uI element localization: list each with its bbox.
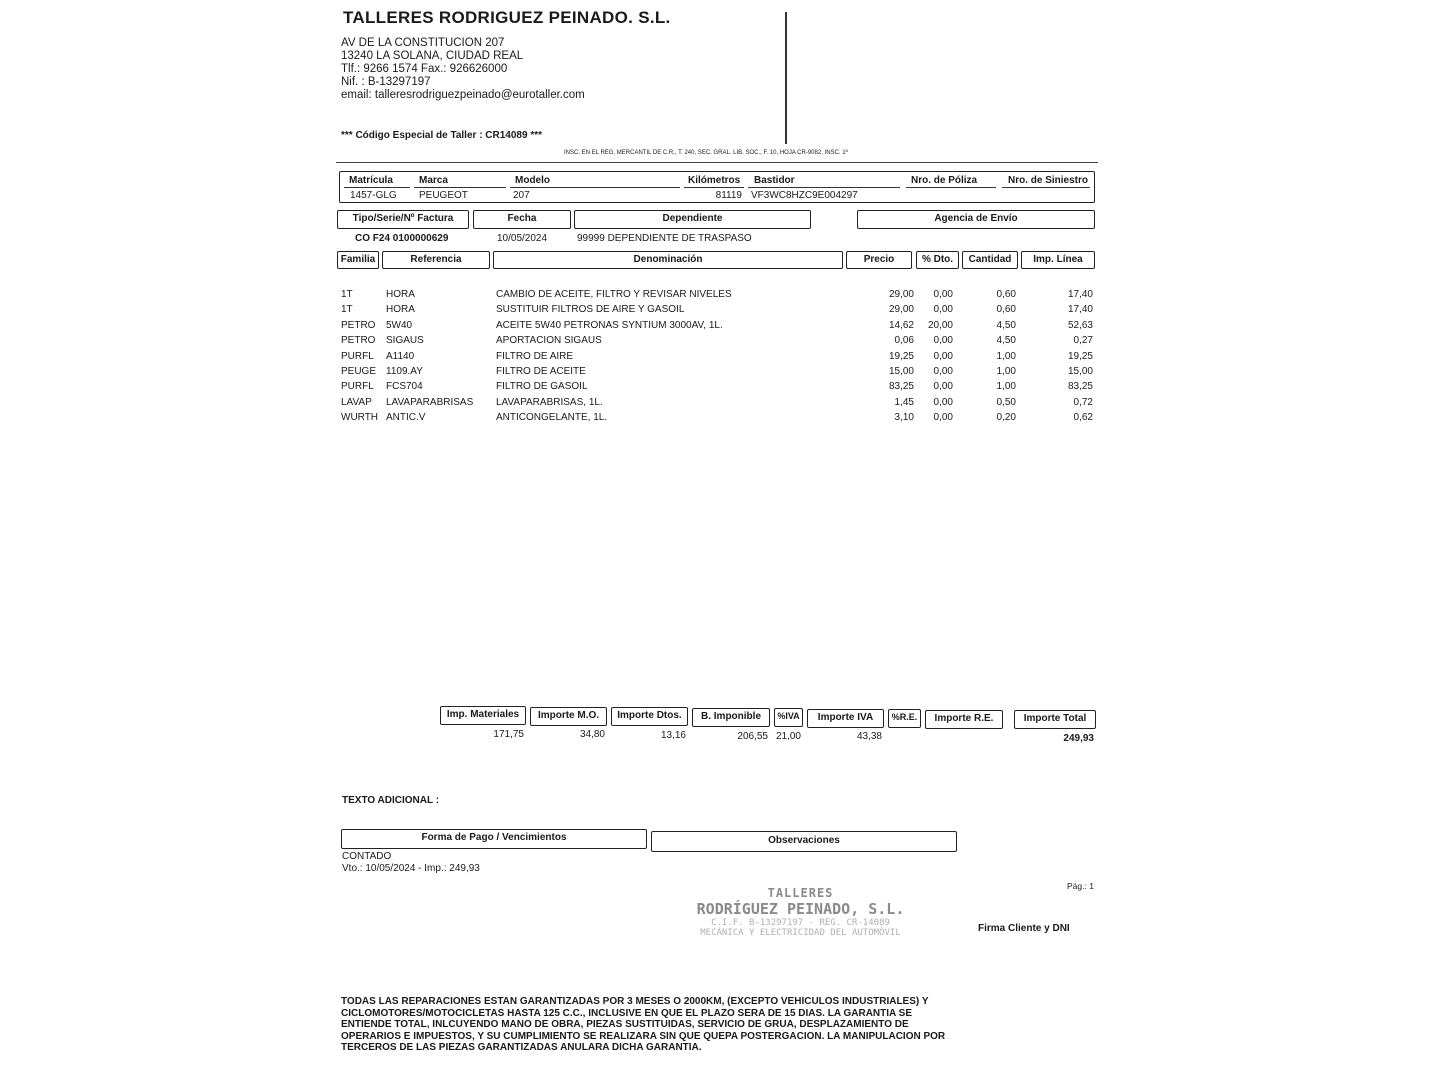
tipo-factura-header: Tipo/Serie/Nº Factura	[337, 210, 469, 229]
company-address-line2: 13240 LA SOLANA, CIUDAD REAL	[341, 50, 524, 62]
line-dto: 0,00	[933, 304, 953, 316]
iva-pct-header: %IVA	[774, 708, 803, 727]
line-importe: 0,72	[1073, 396, 1093, 408]
stamp-line1: TALLERES	[767, 886, 834, 900]
line-cantidad: 1,00	[996, 350, 1016, 362]
line-importe: 17,40	[1067, 289, 1093, 300]
re-pct-header: %R.E.	[888, 709, 921, 728]
line-referencia: ANTIC.V	[386, 412, 426, 424]
matricula-label: Matrícula	[349, 175, 393, 186]
invoice-number: CO F24 0100000629	[355, 233, 449, 244]
bastidor-underline	[748, 187, 900, 188]
line-precio: 3,10	[894, 412, 914, 424]
line-familia: PURFL	[341, 350, 374, 362]
importe-dtos-header: Importe Dtos.	[611, 707, 688, 726]
kilometros-label: Kilómetros	[688, 175, 741, 186]
company-nif: Nif. : B-13297197	[341, 76, 431, 88]
registro-mercantil: INSC. EN EL REG. MERCANTIL DE C.R., T. 240, SEC. GRAL. LIB. SOC., F. 10, HOJA CR-9082, INSC. 1ª	[564, 150, 848, 156]
importe-total-value: 249,93	[1063, 733, 1094, 744]
marca-value: PEUGEOT	[419, 190, 468, 201]
line-denominacion: ANTICONGELANTE, 1L.	[496, 412, 608, 424]
line-denominacion: FILTRO DE ACEITE	[496, 366, 586, 377]
forma-pago-header: Forma de Pago / Vencimientos	[341, 829, 647, 849]
stamp-line3: C.I.F. B-13297197 - REG. CR-14089	[711, 918, 890, 928]
line-precio: 15,00	[888, 366, 914, 377]
fecha-header: Fecha	[473, 210, 571, 229]
line-importe: 83,25	[1067, 381, 1093, 393]
importe-re-header: Importe R.E.	[925, 710, 1003, 729]
company-email: email: talleresrodriguezpeinado@eurotaller.com	[341, 89, 585, 101]
line-familia: PURFL	[341, 381, 374, 393]
line-referencia: HORA	[386, 289, 415, 300]
line-referencia: HORA	[386, 304, 415, 316]
line-cantidad: 0,60	[996, 289, 1016, 300]
line-dto: 0,00	[933, 350, 953, 362]
line-dto: 0,00	[933, 366, 953, 377]
header-divider	[785, 12, 787, 144]
marca-label: Marca	[419, 175, 448, 186]
line-precio: 29,00	[888, 304, 914, 316]
line-familia: PETRO	[341, 335, 376, 347]
line-precio: 0,06	[894, 335, 914, 347]
iva-pct-value: 21,00	[775, 731, 801, 742]
marca-underline	[414, 187, 506, 188]
importe-mo-value: 34,80	[579, 729, 605, 740]
line-dto: 0,00	[933, 412, 953, 424]
siniestro-label: Nro. de Siniestro	[1008, 175, 1089, 186]
line-importe: 15,00	[1067, 366, 1093, 377]
line-referencia: 1109.AY	[386, 366, 423, 377]
line-dto: 0,00	[933, 335, 953, 347]
base-imponible-value: 206,55	[737, 731, 768, 742]
agencia-envio-header: Agencia de Envío	[857, 210, 1095, 229]
line-dto: 0,00	[933, 381, 953, 393]
stamp-line2: RODRÍGUEZ PEINADO, S.L.	[696, 900, 905, 918]
line-importe: 52,63	[1067, 319, 1093, 331]
line-cantidad: 0,60	[996, 304, 1016, 316]
line-denominacion: APORTACION SIGAUS	[496, 335, 602, 347]
line-cantidad: 0,50	[996, 396, 1016, 408]
company-phone: Tlf.: 9266 1574 Fax.: 926626000	[341, 63, 508, 75]
line-denominacion: CAMBIO DE ACEITE, FILTRO Y REVISAR NIVELES	[496, 289, 732, 300]
line-cantidad: 0,20	[996, 412, 1016, 424]
matricula-underline	[344, 187, 410, 188]
col-denominacion-header: Denominación	[493, 251, 843, 269]
line-importe: 17,40	[1067, 304, 1093, 316]
line-precio: 1,45	[894, 396, 914, 408]
line-precio: 29,00	[888, 289, 914, 300]
importe-mo-header: Importe M.O.	[530, 707, 607, 726]
observaciones-header: Observaciones	[651, 831, 957, 852]
forma-pago-value: CONTADO	[342, 851, 392, 862]
modelo-value: 207	[513, 190, 530, 201]
line-familia: PETRO	[341, 319, 376, 331]
col-importe-header: Imp. Línea	[1021, 251, 1095, 269]
importe-total-header: Importe Total	[1014, 710, 1096, 729]
line-cantidad: 4,50	[996, 335, 1016, 347]
matricula-value: 1457-GLG	[350, 190, 397, 201]
line-referencia: A1140	[386, 350, 415, 362]
importe-dtos-value: 13,16	[660, 730, 686, 741]
siniestro-underline	[1002, 187, 1090, 188]
line-denominacion: SUSTITUIR FILTROS DE AIRE Y GASOIL	[496, 304, 685, 316]
line-denominacion: ACEITE 5W40 PETRONAS SYNTIUM 3000AV, 1L.	[496, 319, 723, 331]
base-imponible-header: B. Imponible	[692, 708, 770, 727]
vencimiento-value: Vto.: 10/05/2024 - Imp.: 249,93	[342, 863, 480, 874]
kilometros-underline	[684, 187, 744, 188]
line-cantidad: 4,50	[996, 319, 1016, 331]
codigo-especial-taller: *** Código Especial de Taller : CR14089 ***	[341, 130, 543, 141]
col-familia-header: Familia	[337, 251, 379, 269]
company-stamp	[693, 886, 908, 938]
line-familia: LAVAP	[341, 396, 372, 408]
line-importe: 0,62	[1073, 412, 1093, 424]
line-importe: 19,25	[1067, 350, 1093, 362]
col-precio-header: Precio	[846, 251, 912, 269]
modelo-underline	[510, 187, 680, 188]
importe-iva-value: 43,38	[856, 731, 882, 742]
page-number: Pág.: 1	[1067, 881, 1094, 891]
line-referencia: SIGAUS	[386, 335, 424, 347]
line-precio: 83,25	[888, 381, 914, 393]
header-rule	[336, 162, 1098, 163]
col-cantidad-header: Cantidad	[962, 251, 1018, 269]
line-importe: 0,27	[1073, 335, 1093, 347]
warranty-text: TODAS LAS REPARACIONES ESTAN GARANTIZADAS POR 3 MESES O 2000KM, (EXCEPTO VEHICULOS INDUSTRIALES) Y CICLOMOTORES/MOTOCICLETAS HASTA 125 C.C., INCLUSIVE EN QUE EL PLAZO SERA DE 15 DIAS. LA GARANTIA SE ENTIENDE TOTAL, INLCUYENDO MANO DE OBRA, PIEZAS SUSTITUIDAS, SERVICIO DE GRUA, DESPLAZAMIENTO DE OPERARIOS E IMPUESTOS, Y SU CUMPLIMIENTO SE REALIZARA SIN QUE QUEPA POSTERGACION. LA MANIPULACION POR TERCEROS DE LAS PIEZAS GARANTIZADAS ANULARA DICHA GARANTIA.	[341, 996, 946, 1053]
line-denominacion: FILTRO DE AIRE	[496, 350, 574, 362]
line-precio: 19,25	[888, 350, 914, 362]
poliza-underline	[906, 187, 996, 188]
kilometros-value: 81119	[715, 190, 742, 201]
stamp-line4: MECÁNICA Y ELECTRICIDAD DEL AUTOMÓVIL	[700, 928, 901, 938]
line-referencia: LAVAPARABRISAS	[386, 396, 474, 408]
line-referencia: FCS704	[386, 381, 423, 393]
line-familia: 1T	[341, 289, 353, 300]
line-familia: WURTH	[341, 412, 379, 424]
line-dto: 0,00	[933, 289, 953, 300]
firma-cliente-label: Firma Cliente y DNI	[978, 923, 1070, 934]
invoice-dependiente: 99999 DEPENDIENTE DE TRASPASO	[577, 233, 752, 244]
imp-materiales-header: Imp. Materiales	[440, 706, 526, 725]
modelo-label: Modelo	[515, 175, 550, 186]
line-referencia: 5W40	[386, 319, 413, 331]
poliza-label: Nro. de Póliza	[911, 175, 978, 186]
imp-materiales-value: 171,75	[493, 729, 524, 740]
dependiente-header: Dependiente	[574, 210, 811, 229]
bastidor-value: VF3WC8HZC9E004297	[751, 190, 858, 201]
line-dto: 20,00	[927, 319, 953, 331]
invoice-date: 10/05/2024	[497, 233, 548, 244]
bastidor-label: Bastidor	[754, 175, 795, 186]
line-precio: 14,62	[888, 319, 914, 331]
importe-iva-header: Importe IVA	[807, 709, 884, 728]
line-familia: 1T	[341, 304, 353, 316]
line-dto: 0,00	[933, 396, 953, 408]
line-cantidad: 1,00	[996, 366, 1016, 377]
line-denominacion: FILTRO DE GASOIL	[496, 381, 588, 393]
line-familia: PEUGE	[341, 366, 377, 377]
col-referencia-header: Referencia	[382, 251, 490, 269]
line-denominacion: LAVAPARABRISAS, 1L.	[496, 396, 603, 408]
col-dto-header: % Dto.	[916, 251, 959, 269]
texto-adicional-label: TEXTO ADICIONAL :	[342, 795, 440, 806]
company-name: TALLERES RODRIGUEZ PEINADO. S.L.	[343, 8, 671, 27]
line-cantidad: 1,00	[996, 381, 1016, 393]
company-address-line1: AV DE LA CONSTITUCION 207	[341, 37, 505, 49]
